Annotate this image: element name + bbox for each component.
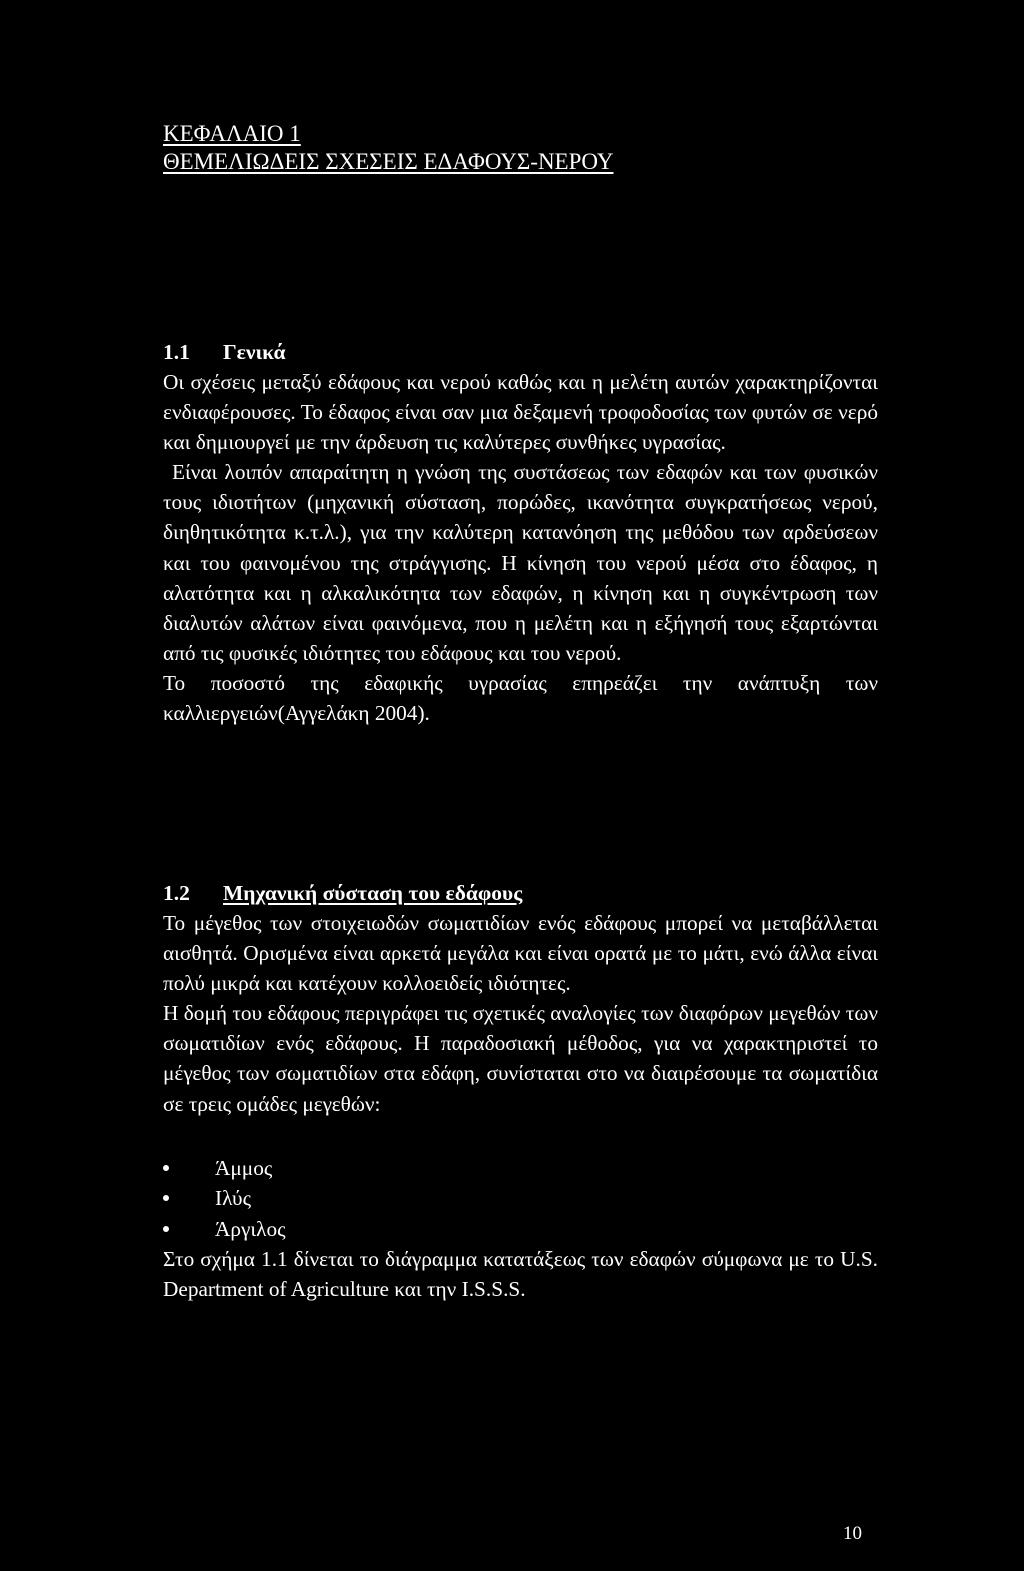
list-item: Άμμος bbox=[163, 1153, 878, 1184]
list-item: Ιλύς bbox=[163, 1183, 878, 1214]
paragraph: Το μέγεθος των στοιχειωδών σωματιδίων ενός εδάφους μπορεί να μεταβάλλεται αισθητά. Ορισμένα είναι αρκετά μεγάλα και είναι ορατά με το μάτι, ενώ άλλα είναι πολύ μικρά και κατέχουν κολλοειδείς ιδιότητες. bbox=[163, 911, 878, 996]
chapter-heading bbox=[163, 120, 613, 176]
bullet-icon bbox=[163, 1165, 169, 1171]
document-page bbox=[163, 0, 878, 1571]
paragraph: Το ποσοστό της εδαφικής υγρασίας επηρεάζει την ανάπτυξη των καλλιεργειών(Αγγελάκη 2004). bbox=[163, 670, 878, 726]
paragraph: Οι σχέσεις μεταξύ εδάφους και νερού καθώς και η μελέτη αυτών χαρακτηρίζονται ενδιαφέρουσες. Το έδαφος είναι σαν μια δεξαμενή τροφοδοσίας των φυτών σε νερό και δημιουργεί με την άρδευση τις καλύτερες συνθήκες υγρασίας. bbox=[163, 370, 878, 455]
bullet-icon bbox=[163, 1195, 169, 1201]
section-general bbox=[163, 337, 878, 728]
section-title: Γενικά bbox=[223, 340, 286, 364]
list-item: Άργιλος bbox=[163, 1214, 878, 1245]
size-group-list bbox=[163, 1153, 878, 1245]
chapter-label: ΚΕΦΑΛΑΙΟ 1 bbox=[163, 121, 301, 146]
bullet-icon bbox=[163, 1226, 169, 1232]
chapter-title: ΘΕΜΕΛΙΩΔΕΙΣ ΣΧΕΣΕΙΣ ΕΔΑΦΟΥΣ-ΝΕΡΟΥ bbox=[163, 149, 614, 174]
section-mechanical-composition bbox=[163, 878, 878, 1304]
paragraph: Είναι λοιπόν απαραίτητη η γνώση της συστάσεως των εδαφών και των φυσικών τους ιδιοτήτων (μηχανική σύσταση, πορώδες, ικανότητα συγκρατήσεως νερού, διηθητικότητα κ.τ.λ.), για την καλύτερη κατανόηση της μεθόδου των αρδεύσεων και του φαινομένου της στράγγισης. Η κίνηση του νερού μέσα στο έδαφος, η αλατότητα και η αλκαλικότητα των εδαφών, η κίνηση και η συγκέντρωση των διαλυτών αλάτων είναι φαινόμενα, που η μελέτη και η εξήγησή τους εξαρτώνται από τις φυσικές ιδιότητες του εδάφους και του νερού. bbox=[163, 460, 878, 665]
section-number: 1.2 bbox=[163, 881, 190, 905]
section-heading bbox=[163, 337, 878, 367]
section-title: Μηχανική σύσταση του εδάφους bbox=[223, 881, 523, 905]
paragraph: Η δομή του εδάφους περιγράφει τις σχετικές αναλογίες των διαφόρων μεγεθών των σωματιδίων ενός εδάφους. Η παραδοσιακή μέθοδος, για να χαρακτηριστεί το μέγεθος των σωματιδίων στα εδάφη, συνίσταται στο να διαιρέσουμε τα σωματίδια σε τρεις ομάδες μεγεθών: bbox=[163, 1001, 878, 1116]
section-heading bbox=[163, 878, 878, 908]
paragraph: Στο σχήμα 1.1 δίνεται το διάγραμμα κατατάξεως των εδαφών σύμφωνα με το U.S. Department of Agriculture και την I.S.S.S. bbox=[163, 1247, 878, 1302]
section-number: 1.1 bbox=[163, 340, 190, 364]
page-number: 10 bbox=[843, 1523, 862, 1544]
